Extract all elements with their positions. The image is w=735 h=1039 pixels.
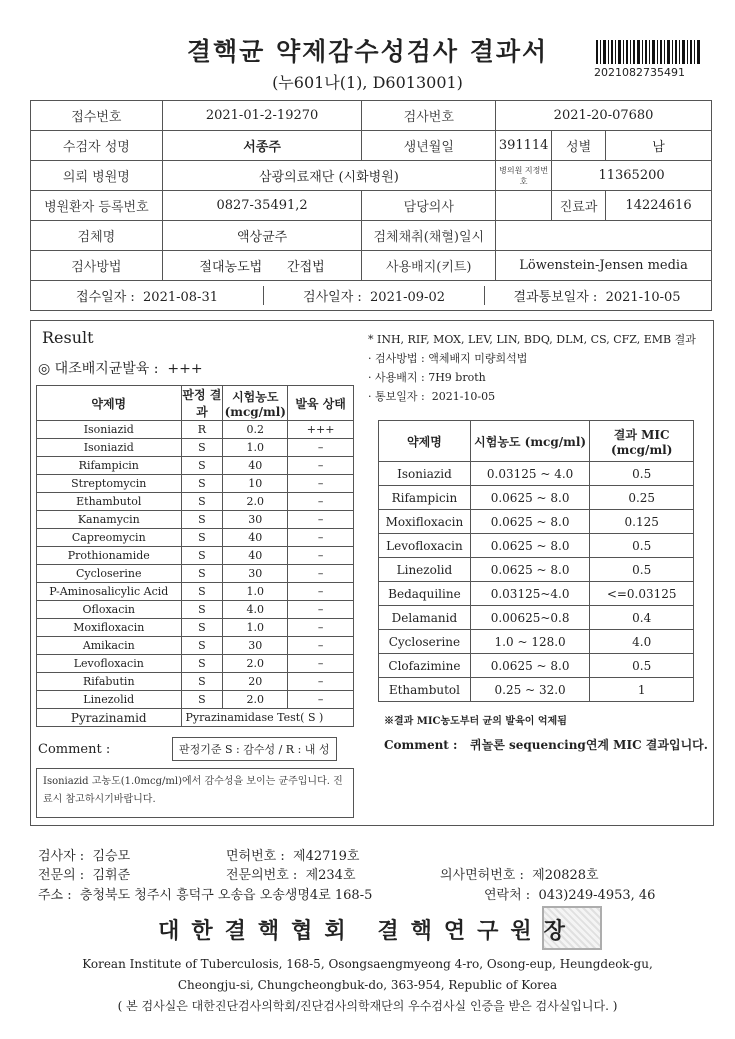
col-drug: 약제명 — [37, 386, 182, 421]
solid-medium-row — [37, 655, 354, 673]
solid-medium-cell: Moxifloxacin — [37, 619, 182, 637]
control-growth-label: ◎ 대조배지균발육 : — [38, 361, 159, 377]
mic-cell: 0.5 — [590, 462, 694, 486]
pza-name: Pyrazinamid — [37, 709, 182, 727]
solid-medium-cell: Rifampicin — [37, 457, 182, 475]
mic-cell: Clofazimine — [379, 654, 471, 678]
mic-cell: 0.5 — [590, 534, 694, 558]
mic-cell: 1.0 ~ 128.0 — [470, 630, 590, 654]
tested-date: 2021-09-02 — [370, 290, 445, 305]
solid-medium-cell: – — [288, 673, 354, 691]
test-no-label: 검사번호 — [362, 101, 496, 131]
mic-cell: 0.5 — [590, 654, 694, 678]
solid-medium-cell: Cycloserine — [37, 565, 182, 583]
solid-medium-cell: Streptomycin — [37, 475, 182, 493]
mic-cell: 0.25 ~ 32.0 — [470, 678, 590, 702]
reported-date: 2021-10-05 — [605, 290, 681, 305]
mic-cell: 0.5 — [590, 558, 694, 582]
solid-medium-cell: 2.0 — [223, 655, 288, 673]
mic-table — [378, 420, 694, 702]
hospital-code: 11365200 — [552, 161, 712, 191]
solid-medium-cell: S — [181, 529, 223, 547]
tester-label: 검사자 : — [38, 849, 85, 864]
method-label: 검사방법 — [31, 251, 163, 281]
contact-no: 043)249-4953, 46 — [538, 888, 656, 903]
mic-cell: Rifampicin — [379, 486, 471, 510]
solid-medium-cell: – — [288, 547, 354, 565]
solid-medium-cell: Rifabutin — [37, 673, 182, 691]
method-1: 절대농도법 — [199, 260, 263, 275]
right-comment-label: Comment : — [384, 738, 458, 752]
left-note: Isoniazid 고농도(1.0mcg/ml)에서 감수성을 보이는 균주입니다. 진료시 참고하시기바랍니다. — [36, 768, 354, 818]
solid-medium-row — [37, 511, 354, 529]
note-method: · 검사방법 : 액체배지 미량희석법 — [368, 352, 528, 365]
solid-medium-table — [36, 385, 354, 727]
mic-cell: Isoniazid — [379, 462, 471, 486]
solid-medium-cell: 1.0 — [223, 439, 288, 457]
tested-label: 검사일자 : — [303, 290, 362, 305]
barcode-number: 2021082735491 — [594, 66, 685, 79]
mic-cell: Moxifloxacin — [379, 510, 471, 534]
collection-label: 검체채취(채혈)일시 — [362, 221, 496, 251]
mic-col-result: 결과 MIC (mcg/ml) — [590, 421, 694, 462]
specialist-label: 전문의 : — [38, 868, 85, 883]
col-concentration: 시험농도 (mcg/ml) — [223, 386, 288, 421]
solid-medium-cell: Ethambutol — [37, 493, 182, 511]
solid-medium-row — [37, 475, 354, 493]
contact-label: 연락처 : — [484, 888, 531, 903]
patient-name: 서종주 — [162, 131, 362, 161]
note-report-label: · 통보일자 : — [368, 390, 425, 403]
organization-name: 대한결핵협회 결핵연구원장 — [158, 918, 577, 944]
english-address — [0, 954, 735, 1017]
mic-cell: 0.0625 ~ 8.0 — [470, 534, 590, 558]
solid-medium-cell: S — [181, 583, 223, 601]
solid-medium-cell: 20 — [223, 673, 288, 691]
solid-medium-cell: +++ — [288, 421, 354, 439]
receipt-no-label: 접수번호 — [31, 101, 163, 131]
specialist-no — [226, 864, 356, 883]
mic-row — [379, 654, 694, 678]
mic-cell: 0.0625 ~ 8.0 — [470, 654, 590, 678]
reported-label: 결과통보일자 : — [513, 290, 598, 305]
solid-medium-cell: S — [181, 565, 223, 583]
solid-medium-cell: 40 — [223, 457, 288, 475]
solid-medium-row — [37, 583, 354, 601]
receipt-no: 2021-01-2-19270 — [162, 101, 362, 131]
spec-no-label: 전문의번호 : — [226, 868, 298, 883]
solid-medium-cell: S — [181, 673, 223, 691]
solid-medium-cell: Isoniazid — [37, 421, 182, 439]
mic-cell: Ethambutol — [379, 678, 471, 702]
dept-value: 14224616 — [606, 191, 712, 221]
english-address-line2: Cheongju-si, Chungcheongbuk-do, 363-954, Republic of Korea — [177, 978, 558, 992]
name-label: 수검자 성명 — [31, 131, 163, 161]
solid-medium-cell: Levofloxacin — [37, 655, 182, 673]
mic-col-range: 시험농도 (mcg/ml) — [470, 421, 590, 462]
solid-medium-cell: – — [288, 475, 354, 493]
solid-medium-cell: Linezolid — [37, 691, 182, 709]
solid-medium-row — [37, 601, 354, 619]
note-report-date — [368, 387, 696, 406]
col-judgment: 판정 결과 — [181, 386, 223, 421]
solid-medium-cell: Isoniazid — [37, 439, 182, 457]
mic-cell: 0.00625~0.8 — [470, 606, 590, 630]
note-drugs: * INH, RIF, MOX, LEV, LIN, BDQ, DLM, CS, CFZ, EMB 결과 — [368, 333, 696, 346]
mic-row — [379, 510, 694, 534]
solid-medium-cell: Prothionamide — [37, 547, 182, 565]
solid-medium-cell: Capreomycin — [37, 529, 182, 547]
solid-medium-cell: – — [288, 493, 354, 511]
contact — [484, 884, 655, 903]
solid-medium-cell: Ofloxacin — [37, 601, 182, 619]
mic-cell: Bedaquiline — [379, 582, 471, 606]
solid-medium-cell: – — [288, 511, 354, 529]
hospital-code-label: 병의원 지정번호 — [496, 161, 552, 191]
doctor-license-label: 의사면허번호 : — [440, 868, 524, 883]
mic-row — [379, 630, 694, 654]
left-comment-label: Comment : — [38, 742, 111, 757]
medium: Löwenstein-Jensen media — [496, 251, 712, 281]
mic-cell: Levofloxacin — [379, 534, 471, 558]
solid-medium-row — [37, 493, 354, 511]
control-growth — [38, 358, 203, 378]
mic-cell: 0.0625 ~ 8.0 — [470, 486, 590, 510]
barcode-icon — [596, 40, 700, 64]
solid-medium-cell: – — [288, 457, 354, 475]
doctor-license-no: 제20828호 — [532, 868, 599, 883]
mic-rows — [379, 462, 694, 702]
mic-cell: <=0.03125 — [590, 582, 694, 606]
solid-medium-cell: 30 — [223, 511, 288, 529]
license-no: 제42719호 — [293, 849, 360, 864]
solid-medium-cell: S — [181, 457, 223, 475]
solid-medium-row — [37, 565, 354, 583]
solid-medium-rows — [37, 421, 354, 709]
solid-medium-row — [37, 439, 354, 457]
doctor-label: 담당의사 — [362, 191, 496, 221]
mic-row — [379, 486, 694, 510]
solid-medium-cell: – — [288, 565, 354, 583]
mic-cell: Cycloserine — [379, 630, 471, 654]
mic-note: ※결과 MIC농도부터 균의 발육이 억제됨 — [384, 716, 567, 727]
solid-medium-cell: 2.0 — [223, 493, 288, 511]
tester — [38, 845, 130, 864]
address-text: 충청북도 청주시 흥덕구 오송읍 오송생명4로 168-5 — [79, 888, 373, 903]
doctor-license — [440, 864, 599, 883]
solid-medium-cell: S — [181, 511, 223, 529]
hospital-label: 의뢰 병원명 — [31, 161, 163, 191]
birth-label: 생년월일 — [362, 131, 496, 161]
dept-label: 진료과 — [552, 191, 606, 221]
sex-label: 성별 — [552, 131, 606, 161]
solid-medium-cell: 30 — [223, 637, 288, 655]
method-2: 간접법 — [287, 260, 325, 275]
solid-medium-cell: S — [181, 691, 223, 709]
english-address-line1: Korean Institute of Tuberculosis, 168-5, Osongsaengmyeong 4-ro, Osong-eup, Heungdeok-gu, — [82, 957, 653, 971]
control-growth-value: +++ — [167, 361, 203, 377]
hospital-name: 삼광의료재단 (시화병원) — [162, 161, 495, 191]
specimen: 액상균주 — [162, 221, 362, 251]
solid-medium-row — [37, 421, 354, 439]
solid-medium-cell: S — [181, 619, 223, 637]
solid-medium-cell: S — [181, 637, 223, 655]
solid-medium-row — [37, 547, 354, 565]
solid-medium-cell: S — [181, 439, 223, 457]
solid-medium-cell: 1.0 — [223, 619, 288, 637]
document-title: 결핵균 약제감수성검사 결과서 — [186, 37, 549, 66]
solid-medium-cell: Amikacin — [37, 637, 182, 655]
solid-medium-row — [37, 457, 354, 475]
mic-row — [379, 582, 694, 606]
mic-cell: 4.0 — [590, 630, 694, 654]
doctor-name — [496, 191, 552, 221]
right-comment-text: 퀴놀론 sequencing연계 MIC 결과입니다. — [470, 738, 708, 752]
patient-reg-no: 0827-35491,2 — [162, 191, 362, 221]
solid-medium-cell: 4.0 — [223, 601, 288, 619]
mic-cell: Linezolid — [379, 558, 471, 582]
address-label: 주소 : — [38, 888, 72, 903]
mic-row — [379, 606, 694, 630]
license-label: 면허번호 : — [226, 849, 285, 864]
solid-medium-cell: R — [181, 421, 223, 439]
mic-cell: Delamanid — [379, 606, 471, 630]
dates-row — [31, 281, 712, 311]
solid-medium-cell: 0.2 — [223, 421, 288, 439]
mic-col-drug: 약제명 — [379, 421, 471, 462]
solid-medium-cell: – — [288, 691, 354, 709]
received-label: 접수일자 : — [76, 290, 135, 305]
judgment-legend: 판정기준 S : 감수성 / R : 내 성 — [172, 737, 337, 761]
solid-medium-row — [37, 637, 354, 655]
col-growth: 발육 상태 — [288, 386, 354, 421]
license — [226, 845, 360, 864]
mic-cell: 1 — [590, 678, 694, 702]
address — [38, 884, 372, 903]
right-comment — [384, 736, 708, 753]
specialist — [38, 864, 130, 883]
patient-info-table — [30, 100, 712, 311]
solid-medium-cell: – — [288, 529, 354, 547]
collection-date — [496, 221, 712, 251]
solid-medium-cell: – — [288, 619, 354, 637]
mic-row — [379, 558, 694, 582]
note-medium: · 사용배지 : 7H9 broth — [368, 371, 486, 384]
solid-medium-cell: Kanamycin — [37, 511, 182, 529]
specialist-name: 김휘준 — [92, 868, 131, 883]
solid-medium-row — [37, 673, 354, 691]
solid-medium-row — [37, 619, 354, 637]
mic-cell: 0.125 — [590, 510, 694, 534]
solid-medium-cell: S — [181, 547, 223, 565]
mic-cell: 0.4 — [590, 606, 694, 630]
mic-row — [379, 462, 694, 486]
mic-cell: 0.03125 ~ 4.0 — [470, 462, 590, 486]
solid-medium-cell: 30 — [223, 565, 288, 583]
mic-row — [379, 678, 694, 702]
solid-medium-cell: – — [288, 583, 354, 601]
pza-result: Pyrazinamidase Test( S ) — [181, 709, 353, 727]
method — [162, 251, 362, 281]
result-title: Result — [42, 328, 94, 347]
solid-medium-cell: S — [181, 601, 223, 619]
specimen-label: 검체명 — [31, 221, 163, 251]
note-report-value: 2021-10-05 — [431, 390, 496, 403]
document-subtitle: (누601나(1), D6013001) — [272, 73, 463, 92]
mic-row — [379, 534, 694, 558]
solid-medium-cell: – — [288, 439, 354, 457]
solid-medium-cell: – — [288, 601, 354, 619]
certification-note: ( 본 검사실은 대한진단검사의학회/진단검사의학재단의 우수검사실 인증을 받은 검사실입니다. ) — [117, 999, 618, 1013]
mic-cell: 0.03125~4.0 — [470, 582, 590, 606]
solid-medium-cell: 2.0 — [223, 691, 288, 709]
solid-medium-cell: 40 — [223, 529, 288, 547]
solid-medium-cell: S — [181, 655, 223, 673]
patient-reg-label: 병원환자 등록번호 — [31, 191, 163, 221]
solid-medium-cell: – — [288, 637, 354, 655]
tester-name: 김승모 — [92, 849, 131, 864]
solid-medium-cell: 10 — [223, 475, 288, 493]
mic-cell: 0.0625 ~ 8.0 — [470, 558, 590, 582]
spec-no: 제234호 — [305, 868, 356, 883]
solid-medium-cell: S — [181, 475, 223, 493]
medium-label: 사용배지(키트) — [362, 251, 496, 281]
mic-cell: 0.0625 ~ 8.0 — [470, 510, 590, 534]
sex: 남 — [606, 131, 712, 161]
solid-medium-cell: 40 — [223, 547, 288, 565]
received-date: 2021-08-31 — [143, 290, 218, 305]
liquid-method-notes — [368, 330, 696, 406]
solid-medium-cell: – — [288, 655, 354, 673]
solid-medium-cell: 1.0 — [223, 583, 288, 601]
birth-date: 391114 — [496, 131, 552, 161]
test-no: 2021-20-07680 — [496, 101, 712, 131]
solid-medium-cell: P-Aminosalicylic Acid — [37, 583, 182, 601]
solid-medium-row — [37, 691, 354, 709]
solid-medium-row — [37, 529, 354, 547]
mic-cell: 0.25 — [590, 486, 694, 510]
solid-medium-cell: S — [181, 493, 223, 511]
